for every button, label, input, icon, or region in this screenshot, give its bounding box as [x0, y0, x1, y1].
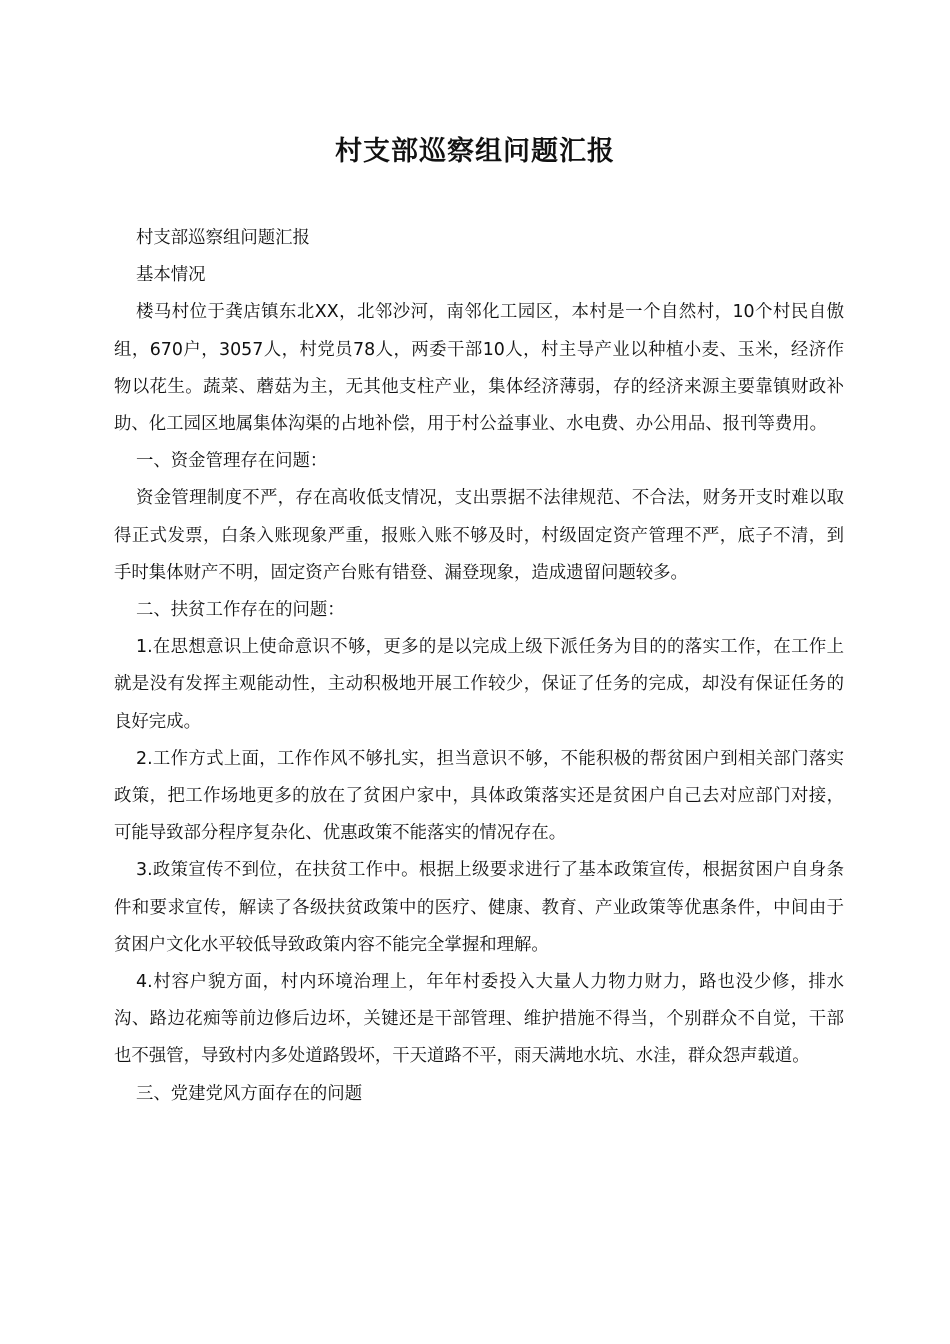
- paragraph-heading-repeat: 村支部巡察组问题汇报: [136, 228, 310, 248]
- paragraph-basic-info: 楼马村位于龚店镇东北XX，北邻沙河，南邻化工园区，本村是一个自然村，10个村民自傲组，670户，3057人，村党员78人，两委干部10人，村主导产业以种植小麦、玉米，经济作物以花生。蔬菜、蘑菇为主，无其他支柱产业，集体经济薄弱，存的经济来源主要靠镇财政补助、化工园区地属集体沟渠的占地补偿，用于村公益事业、水电费、办公用品、报刊等费用。: [114, 302, 844, 435]
- paragraph-section-3-heading: 三、党建党风方面存在的问题: [136, 1083, 363, 1104]
- document-body: [114, 220, 844, 1113]
- paragraph-basic-info-heading: 基本情况: [136, 265, 206, 286]
- paragraph-section-2-heading: 二、扶贫工作存在的问题：: [136, 600, 345, 621]
- paragraph-section-2-item-4: 4.村容户貌方面，村内环境治理上，年年村委投入大量人力物力财力，路也没少修，排水沟、路边花痴等前边修后边坏，关键还是干部管理、维护措施不得当，个别群众不自觉，干部也不强管，导致村内多处道路毁坏，干天道路不平，雨天满地水坑、水洼，群众怨声载道。: [114, 972, 844, 1067]
- paragraph-section-1-body: 资金管理制度不严，存在高收低支情况，支出票据不法律规范、不合法，财务开支时难以取得正式发票，白条入账现象严重，报账入账不够及时，村级固定资产管理不严，底子不清，到手时集体财产不明，固定资产台账有错登、漏登现象，造成遗留问题较多。: [114, 488, 844, 583]
- paragraph-section-1-heading: 一、资金管理存在问题：: [136, 451, 328, 472]
- paragraph-section-2-item-2: 2.工作方式上面，工作作风不够扎实，担当意识不够，不能积极的帮贫困户到相关部门落实政策，把工作场地更多的放在了贫困户家中，具体政策落实还是贫困户自己去对应部门对接，可能导致部分程序复杂化、优惠政策不能落实的情况存在。: [114, 748, 844, 844]
- paragraph-section-2-item-1: 1.在思想意识上使命意识不够，更多的是以完成上级下派任务为目的的落实工作，在工作上就是没有发挥主观能动性，主动积极地开展工作较少，保证了任务的完成，却没有保证任务的良好完成。: [114, 637, 844, 732]
- document-title: 村支部巡察组问题汇报: [335, 136, 615, 167]
- paragraph-section-2-item-3: 3.政策宣传不到位，在扶贫工作中。根据上级要求进行了基本政策宣传，根据贫困户自身条件和要求宣传，解读了各级扶贫政策中的医疗、健康、教育、产业政策等优惠条件，中间由于贫困户文化水平较低导致政策内容不能完全掌握和理解。: [114, 860, 844, 955]
